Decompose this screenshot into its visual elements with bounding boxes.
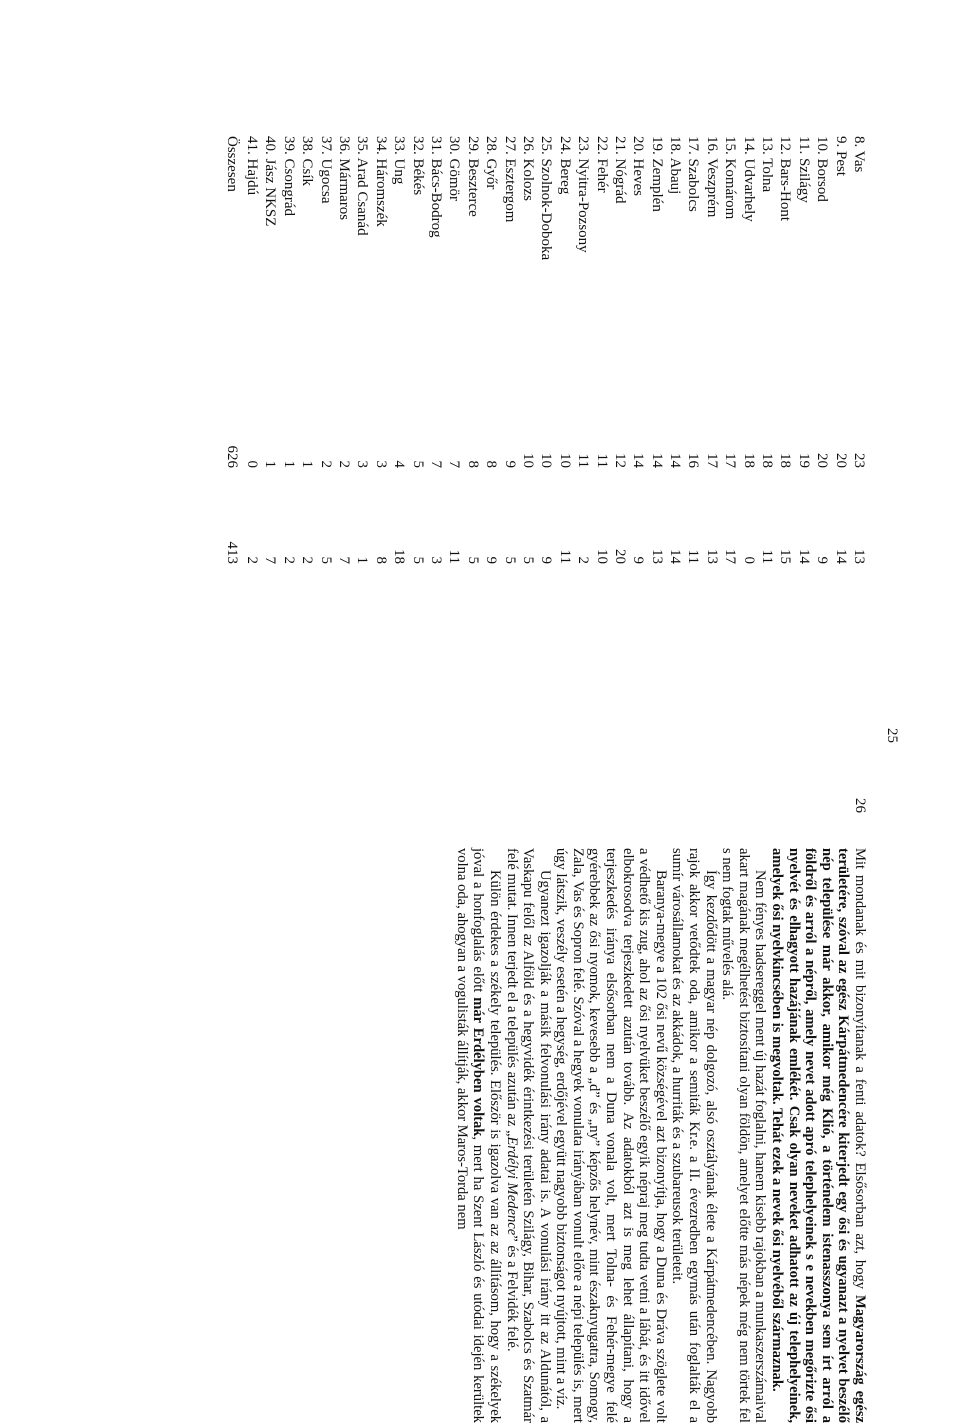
count-b: 9 xyxy=(814,556,831,564)
county-name: 28. Győr xyxy=(483,136,500,190)
county-name: 18. Abauj xyxy=(667,136,684,195)
table-row xyxy=(482,136,500,656)
count-b: 14 xyxy=(795,549,812,564)
count-a: 18 xyxy=(740,453,757,468)
table-row xyxy=(666,136,684,656)
count-b: 7 xyxy=(262,556,279,564)
table-row xyxy=(647,136,665,656)
count-b: 18 xyxy=(391,549,408,564)
count-b: 11 xyxy=(685,549,702,564)
count-b: 2 xyxy=(280,556,297,564)
county-name: 32. Békés xyxy=(409,136,426,196)
count-a: 2 xyxy=(317,460,334,468)
count-a: 14 xyxy=(630,453,647,468)
table-row xyxy=(850,136,868,656)
count-b: 2 xyxy=(244,556,261,564)
paragraph: Nem fényes hadsereggel ment új hazát foglalni, hanem kisebb rajokban a munkaszerszámaival akart magának megélhetést biztosítani olyan földön, amelyet előtte más népek még nem törtek fel s nem fogtak művelés alá. xyxy=(719,848,769,1423)
count-b: 15 xyxy=(777,549,794,564)
county-name: 12. Bars-Hont xyxy=(777,136,794,221)
county-name: 22. Fehér xyxy=(593,136,610,193)
count-a: 20 xyxy=(832,453,849,468)
table-row xyxy=(280,136,298,656)
table-row xyxy=(776,136,794,656)
county-name: 13. Tolna xyxy=(759,136,776,193)
count-a: 20 xyxy=(814,453,831,468)
count-b: 0 xyxy=(740,556,757,564)
table-row xyxy=(739,136,757,656)
total-label: Összesen xyxy=(223,136,240,192)
count-b: 11 xyxy=(446,549,463,564)
county-name: 16. Veszprém xyxy=(703,136,720,218)
count-b: 5 xyxy=(464,556,481,564)
table-row xyxy=(463,136,481,656)
paragraph: Külön érdekes a székely település. Először is igazolva van az az állításom, hogy a székelyek jóval a honfoglalás előtt már Erdélyben voltak, mert ha Szent László és utódai idején kerültek volna oda, ahogyan a vogulisták állítják, akkor Maros-Torda nem xyxy=(453,848,503,1423)
table-row xyxy=(611,136,629,656)
county-name: 10. Borsod xyxy=(814,136,831,202)
county-name: 21. Nógrád xyxy=(611,136,628,204)
count-a: 10 xyxy=(538,453,555,468)
count-b: 13 xyxy=(648,549,665,564)
count-a: 3 xyxy=(372,460,389,468)
table-row xyxy=(721,136,739,656)
page-number: 26 xyxy=(852,798,868,813)
count-a: 10 xyxy=(519,453,536,468)
count-b: 13 xyxy=(703,549,720,564)
count-b: 9 xyxy=(538,556,555,564)
count-a: 7 xyxy=(428,460,445,468)
table-row xyxy=(555,136,573,656)
paragraph: Ugyanezt igazolják a másik felvonulási irány adatai is. A vonulási irány itt az Aldunától, a Vaskapu felől az Alföld és a hegyvidék érintkezési területén Szilágy, Bihar, Szabolcs és Szatmár felé mutat. Innen terjedt el a település azután az „Erdélyi Medence” és a Felvidék felé. xyxy=(503,848,553,1423)
county-name: 24. Bereg xyxy=(556,136,573,195)
page-number: 25 xyxy=(884,728,900,743)
table-row xyxy=(427,136,445,656)
count-a: 18 xyxy=(777,453,794,468)
count-b: 8 xyxy=(372,556,389,564)
count-a: 7 xyxy=(446,460,463,468)
county-name: 35. Arad Csanád xyxy=(354,136,371,236)
county-name: 15. Komárom xyxy=(722,136,739,220)
count-a: 1 xyxy=(262,460,279,468)
county-name: 14. Udvarhely xyxy=(740,136,757,222)
county-name: 34. Háromszék xyxy=(372,136,389,227)
count-a: 5 xyxy=(409,460,426,468)
count-b: 14 xyxy=(832,549,849,564)
count-b: 14 xyxy=(667,549,684,564)
count-b: 11 xyxy=(759,549,776,564)
count-a: 9 xyxy=(501,460,518,468)
count-b: 9 xyxy=(630,556,647,564)
count-b: 17 xyxy=(722,549,739,564)
table-row xyxy=(629,136,647,656)
county-name: 40. Jász NKSZ xyxy=(262,136,279,227)
county-name: 17. Szabolcs xyxy=(685,136,702,212)
table-row xyxy=(335,136,353,656)
county-name: 26. Kolozs xyxy=(519,136,536,201)
table-row xyxy=(684,136,702,656)
county-name: 30. Gömör xyxy=(446,136,463,201)
county-name: 29. Beszterce xyxy=(464,136,481,217)
count-b: 10 xyxy=(593,549,610,564)
count-a: 14 xyxy=(667,453,684,468)
county-name: 31. Bács-Bodrog xyxy=(428,136,445,238)
lower-page xyxy=(108,798,868,1423)
table-row xyxy=(537,136,555,656)
county-name: 25. Szolnok-Doboka xyxy=(538,136,555,261)
table-row xyxy=(316,136,334,656)
county-table xyxy=(222,136,868,656)
count-a: 0 xyxy=(244,460,261,468)
count-a: 18 xyxy=(759,453,776,468)
paragraph: Baranya-megye a 102 ősi nevű községével azt bizonyítja, hogy a Duna és Dráva szöglete volt a védhető kis zug, ahol az ősi nyelvüket beszélő egyik népraj meg tudta vetni a lábát, és itt idővel elbokrosodva terjeszkedett azután tovább. Az adatokból azt is meg lehet állapítani, hogy a terjeszkedés iránya elsősorban nem a Duna vonala volt, mert Tolna- és Fehér-megye felé gyérebbek az ősi nyomok, kevesebb a „d” és „ny” képzős helynév, mint északnyugatra, Somogy, Zala, Vas és Sopron felé. Szóval a hegyek vonulata irányában vonult előre a népi település is, mert úgy látszik, veszély esetén a hegység, erdőjével együtt nagyobb biztonságot nyújtott, mint a víz. xyxy=(553,848,669,1423)
count-b: 5 xyxy=(317,556,334,564)
count-a: 8 xyxy=(464,460,481,468)
count-b: 5 xyxy=(519,556,536,564)
count-a: 14 xyxy=(648,453,665,468)
count-a: 19 xyxy=(795,453,812,468)
count-a: 11 xyxy=(575,453,592,468)
county-name: 9. Pest xyxy=(832,136,849,177)
count-b: 2 xyxy=(575,556,592,564)
count-b: 1 xyxy=(354,556,371,564)
county-name: 36. Mármaros xyxy=(336,136,353,221)
table-row xyxy=(702,136,720,656)
table-row xyxy=(408,136,426,656)
county-name: 38. Csík xyxy=(299,136,316,187)
count-b: 5 xyxy=(409,556,426,564)
table-row xyxy=(592,136,610,656)
count-a: 2 xyxy=(336,460,353,468)
total-row xyxy=(222,136,240,656)
table-row xyxy=(794,136,812,656)
paragraph: Így kezdődött a magyar nép dolgozó, alsó osztályának élete a Kárpátmedencében. Nagyobb rajok akkor vetődtek oda, amikor a semiták Kr.e. a II. évezredben egymás után foglalták el a sumír városállamokat és az akkádok, a hurriták és a szubareusok területeit. xyxy=(669,848,719,1423)
upper-page xyxy=(128,136,900,743)
body-text xyxy=(453,848,868,1423)
count-a: 12 xyxy=(611,453,628,468)
table-row xyxy=(519,136,537,656)
count-a: 3 xyxy=(354,460,371,468)
count-b: 9 xyxy=(483,556,500,564)
table-row xyxy=(371,136,389,656)
table-row xyxy=(574,136,592,656)
count-b: 3 xyxy=(428,556,445,564)
table-row xyxy=(500,136,518,656)
count-a: 1 xyxy=(280,460,297,468)
county-name: 39. Csongrád xyxy=(280,136,297,216)
county-name: 20. Heves xyxy=(630,136,647,196)
county-name: 19. Zemplén xyxy=(648,136,665,212)
table-row xyxy=(353,136,371,656)
count-b: 11 xyxy=(556,549,573,564)
count-a: 16 xyxy=(685,453,702,468)
count-a: 8 xyxy=(483,460,500,468)
count-a: 23 xyxy=(851,453,867,468)
table-row xyxy=(243,136,261,656)
count-a: 10 xyxy=(556,453,573,468)
count-a: 17 xyxy=(703,453,720,468)
paragraph: Mit mondanak és mit bizonyítanak a fenti adatok? Elsősorban azt, hogy Magyarország egész területére, szóval az egész Kárpátmedencére kiterjedt egy ősi és ugyanazt a nyelvet beszélő nép településе már akkor, amikor még Klió, a történelem istenasszonya sem írt arról a földről és arról a népről, amely nevet adott apró telephelyeinek s e nevekben megőrizte ősi nyelvét és elhagyott hazájának emlékét. Csak olyan neveket adhatott az új telephelyeinek, amelyek ősi nyelvkincsében is megvoltak. Tehát ezek a nevek ősi nyelvéből származnak. xyxy=(769,848,868,1423)
table-row xyxy=(261,136,279,656)
county-name: 33. Ung xyxy=(391,136,408,185)
table-row xyxy=(390,136,408,656)
table-row xyxy=(298,136,316,656)
table-row xyxy=(758,136,776,656)
count-a: 11 xyxy=(593,453,610,468)
table-row xyxy=(813,136,831,656)
total-b: 413 xyxy=(223,541,240,564)
total-a: 626 xyxy=(223,445,240,468)
count-b: 7 xyxy=(336,556,353,564)
count-a: 1 xyxy=(299,460,316,468)
table-row xyxy=(445,136,463,656)
county-name: 8. Vas xyxy=(851,136,867,173)
county-name: 23. Nyitra-Pozsony xyxy=(575,136,592,253)
count-b: 2 xyxy=(299,556,316,564)
table-row xyxy=(831,136,849,656)
count-b: 13 xyxy=(851,549,867,564)
count-a: 4 xyxy=(391,460,408,468)
county-name: 41. Hajdú xyxy=(244,136,261,196)
county-name: 27. Esztergom xyxy=(501,136,518,223)
county-name: 11. Szilágy xyxy=(795,136,812,203)
count-a: 17 xyxy=(722,453,739,468)
county-name: 37. Ugocsa xyxy=(317,136,334,204)
count-b: 20 xyxy=(611,549,628,564)
count-b: 5 xyxy=(501,556,518,564)
